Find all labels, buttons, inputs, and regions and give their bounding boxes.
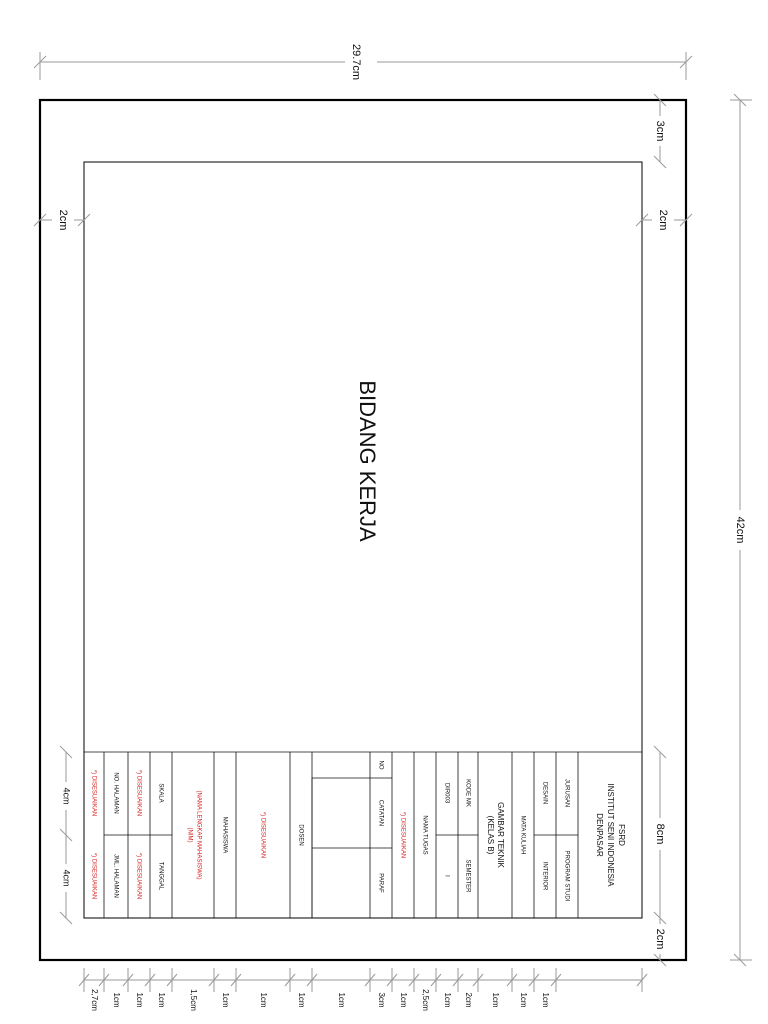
no-label: NO	[377, 760, 384, 770]
bottom-dim-label: 2,5cm	[420, 989, 430, 1011]
tanggal-label: TANGGAL	[157, 861, 164, 891]
kode-mk-value: DIR003	[443, 782, 450, 804]
interior-value: INTERIOR	[541, 861, 548, 891]
bottom-dim-label: 1cm	[540, 992, 550, 1008]
title-block-height-label: 8cm	[654, 823, 667, 845]
bottom-dim-label: 2cm	[463, 992, 473, 1008]
col-4cm-b-label: 4cm	[61, 869, 72, 887]
top-width-label: 29.7cm	[350, 43, 363, 81]
top-width-dimension	[34, 44, 692, 80]
work-area-label: BIDANG KERJA	[355, 380, 381, 542]
bottom-dim-label: 1,5cm	[188, 989, 198, 1011]
bottom-dim-label: 1cm	[490, 992, 500, 1008]
dosen-value: *) DISESUAIKAN	[259, 811, 266, 859]
bottom-margin-label: 2cm	[654, 928, 667, 950]
bottom-dim-label: 1cm	[518, 992, 528, 1008]
skala-value: *) DISESUAIKAN	[135, 769, 142, 817]
bottom-dim-label: 1cm	[296, 992, 306, 1008]
institution-line-2: INSTITUT SENI INDONESIA	[605, 783, 615, 887]
right-height-dimension	[728, 94, 752, 966]
nim-value: (NIM)	[186, 827, 193, 843]
bottom-dim-label: 1cm	[134, 992, 144, 1008]
jml-halaman-value: *) DISESUAIKAN	[90, 852, 97, 900]
bottom-dim-label: 1cm	[220, 992, 230, 1008]
right-height-label: 42cm	[734, 516, 747, 544]
mata-kuliah-label: MATA KULIAH	[519, 815, 526, 855]
paraf-label: PARAF	[377, 873, 384, 893]
bottom-dim-label: 1cm	[336, 992, 346, 1008]
catatan-label: CATATAN	[377, 799, 384, 827]
mahasiswa-label: MAHASISWA	[221, 816, 228, 854]
program-studi-label: PROGRAM STUDI	[563, 850, 570, 902]
bottom-dim-label: 1cm	[156, 992, 166, 1008]
desain-value: DESAIN	[541, 781, 548, 805]
bottom-dim-label: 1cm	[442, 992, 452, 1008]
institution-line-1: FSRD	[616, 824, 626, 846]
jml-halaman-label: JML. HALAMAN	[112, 854, 119, 898]
title-block	[84, 752, 642, 918]
tanggal-value: *) DISESUAIKAN	[135, 852, 142, 900]
left-margin-label: 2cm	[57, 209, 70, 231]
bottom-column-dimensions	[79, 968, 647, 1011]
bottom-dim-label: 1cm	[398, 992, 408, 1008]
no-halaman-label: NO. HALAMAN	[112, 772, 119, 814]
jurusan-label: JURUSAN	[563, 778, 570, 808]
kode-mk-label: KODE MK	[464, 779, 471, 807]
dosen-label: DOSEN	[297, 824, 304, 846]
bottom-dim-label: 1cm	[258, 992, 268, 1008]
col-4cm-a-label: 4cm	[61, 787, 72, 805]
title-block-text	[90, 761, 625, 902]
semester-value: I	[443, 875, 450, 877]
kelas-value: (KELAS B)	[485, 815, 495, 855]
nama-tugas-label: NAMA TUGAS	[421, 815, 428, 855]
skala-label: SKALA	[157, 783, 164, 803]
semester-label: SEMESTER	[464, 859, 471, 893]
institution-line-3: DENPASAR	[594, 813, 604, 857]
no-halaman-value: *) DISESUAIKAN	[90, 769, 97, 817]
top-margin-label: 3cm	[654, 120, 667, 142]
bottom-dim-label: 2,7cm	[89, 989, 99, 1011]
nama-tugas-value: *) DISESUAIKAN	[399, 811, 406, 859]
nama-lengkap-value: (NAMA LENGKAP MAHASISWA)	[195, 790, 202, 880]
bottom-dim-label: 1cm	[111, 992, 121, 1008]
gambar-teknik-value: GAMBAR TEKNIK	[495, 802, 505, 868]
bottom-dim-label: 3cm	[376, 992, 386, 1008]
right-margin-label: 2cm	[657, 209, 670, 231]
